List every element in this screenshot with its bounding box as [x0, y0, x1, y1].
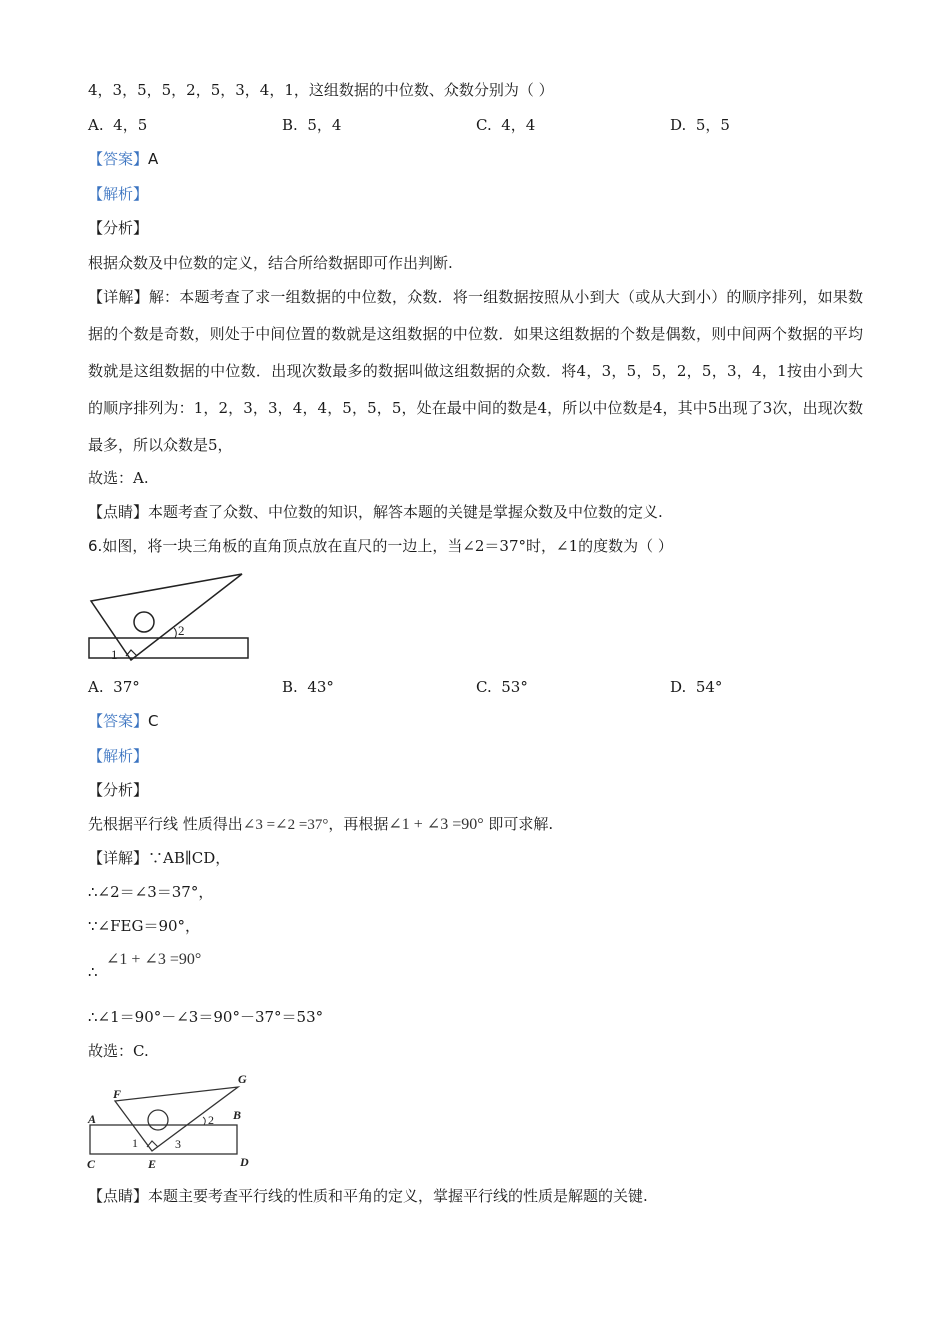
angle-label-1: 1 [132, 1136, 138, 1150]
q6-therefore-formula: ∠1 + ∠3 =90° [106, 951, 202, 968]
angle-label-1: 1 [111, 647, 118, 662]
fenxi-formula-1: ∠3 =∠2 =37° [242, 817, 329, 833]
q6-fenxi: 先根据平行线 性质得出∠3 =∠2 =37°，再根据∠1 + ∠3 =90° 即可求解. [88, 815, 554, 833]
dianjing-tag: 【点睛】 [88, 1187, 149, 1205]
q6-choose: 故选：C. [88, 1042, 149, 1060]
q6-therefore-symbol: ∴ [88, 963, 98, 981]
detail-tag: 【详解】 [88, 288, 149, 306]
q6-option-b[interactable]: B. 43° [282, 678, 334, 696]
point-label-b: B [233, 1108, 242, 1122]
answer-tag: 【答案】 [88, 150, 149, 168]
plate-hole [134, 612, 154, 632]
point-label-f: F [113, 1087, 122, 1101]
q5-dianjing: 【点睛】本题考查了众数、中位数的知识，解答本题的关键是掌握众数及中位数的定义. [88, 503, 663, 521]
q6-figure-2 [82, 1068, 262, 1174]
q6-fenxi-tag: 【分析】 [88, 781, 149, 799]
q5-option-d[interactable]: D. 5，5 [670, 116, 730, 134]
q6-option-a[interactable]: A. 37° [88, 678, 140, 696]
q6-detail-line-1: 【详解】∵AB∥CD， [88, 849, 231, 867]
angle-label-2: 2 [208, 1113, 214, 1127]
point-label-a: A [88, 1112, 97, 1126]
point-label-c: C [87, 1157, 96, 1171]
dianjing-tag: 【点睛】 [88, 503, 149, 521]
plate-hole [148, 1110, 168, 1130]
q6-number: 6. [88, 537, 103, 555]
q6-analysis-tag: 【解析】 [88, 747, 149, 765]
q6-stem: 6.如图，将一块三角板的直角顶点放在直尺的一边上，当∠2＝37°时，∠1的度数为（ ） [88, 537, 673, 555]
q5-answer [88, 149, 158, 169]
q6-detail-line-2: ∴∠2＝∠3＝37°， [88, 883, 214, 901]
q6-option-c[interactable]: C. 53° [476, 678, 528, 696]
point-label-e: E [148, 1157, 157, 1171]
q5-stem: 4，3，5，5，2，5，3，4，1，这组数据的中位数、众数分别为（ ） [88, 81, 554, 99]
q5-fenxi-tag: 【分析】 [88, 219, 149, 237]
ruler [90, 1125, 237, 1154]
answer-value: A [148, 150, 159, 168]
q5-option-b[interactable]: B. 5，4 [282, 116, 342, 134]
q5-choose: 故选：A. [88, 469, 149, 487]
detail-tag: 【详解】 [88, 849, 149, 867]
q6-dianjing: 【点睛】本题主要考查平行线的性质和平角的定义，掌握平行线的性质是解题的关键. [88, 1187, 648, 1205]
q6-figure-1 [85, 568, 250, 664]
q6-option-d[interactable]: D. 54° [670, 678, 723, 696]
point-label-d: D [240, 1155, 249, 1169]
fenxi-formula-2: ∠1 + ∠3 =90° [388, 816, 484, 833]
answer-value: C [148, 712, 159, 730]
angle-label-3: 3 [175, 1137, 181, 1151]
answer-tag: 【答案】 [88, 712, 149, 730]
q5-option-c[interactable]: C. 4，4 [476, 116, 536, 134]
point-label-g: G [238, 1072, 247, 1086]
q5-detail [88, 279, 863, 464]
q6-final-line: ∴∠1＝90°－∠3＝90°－37°＝53° [88, 1008, 324, 1026]
q5-analysis-tag: 【解析】 [88, 185, 149, 203]
q5-option-a[interactable]: A. 4，5 [88, 116, 148, 134]
q5-fenxi: 根据众数及中位数的定义，结合所给数据即可作出判断. [88, 254, 453, 272]
q6-detail-line-3: ∵∠FEG＝90°， [88, 917, 201, 935]
detail-text: 解：本题考查了求一组数据的中位数，众数．将一组数据按照从小到大（或从大到小）的顺序排列，如果数据的个数是奇数，则处于中间位置的数就是这组数据的中位数．如果这组数据的个数是偶数，则中间两个数据的平均数就是这组数据的中位数．出现次数最多的数据叫做这组数据的众数．将4，3，5，5，2，5，3，4，1按由小到大的顺序排列为：1，2，3，3，4，4，5，5，5，处在最中间的数是4，所以中位数是4，其中5出现了3次，出现次数最多，所以众数是5， [88, 288, 863, 454]
q6-answer [88, 711, 159, 731]
angle-label-2: 2 [178, 623, 185, 638]
